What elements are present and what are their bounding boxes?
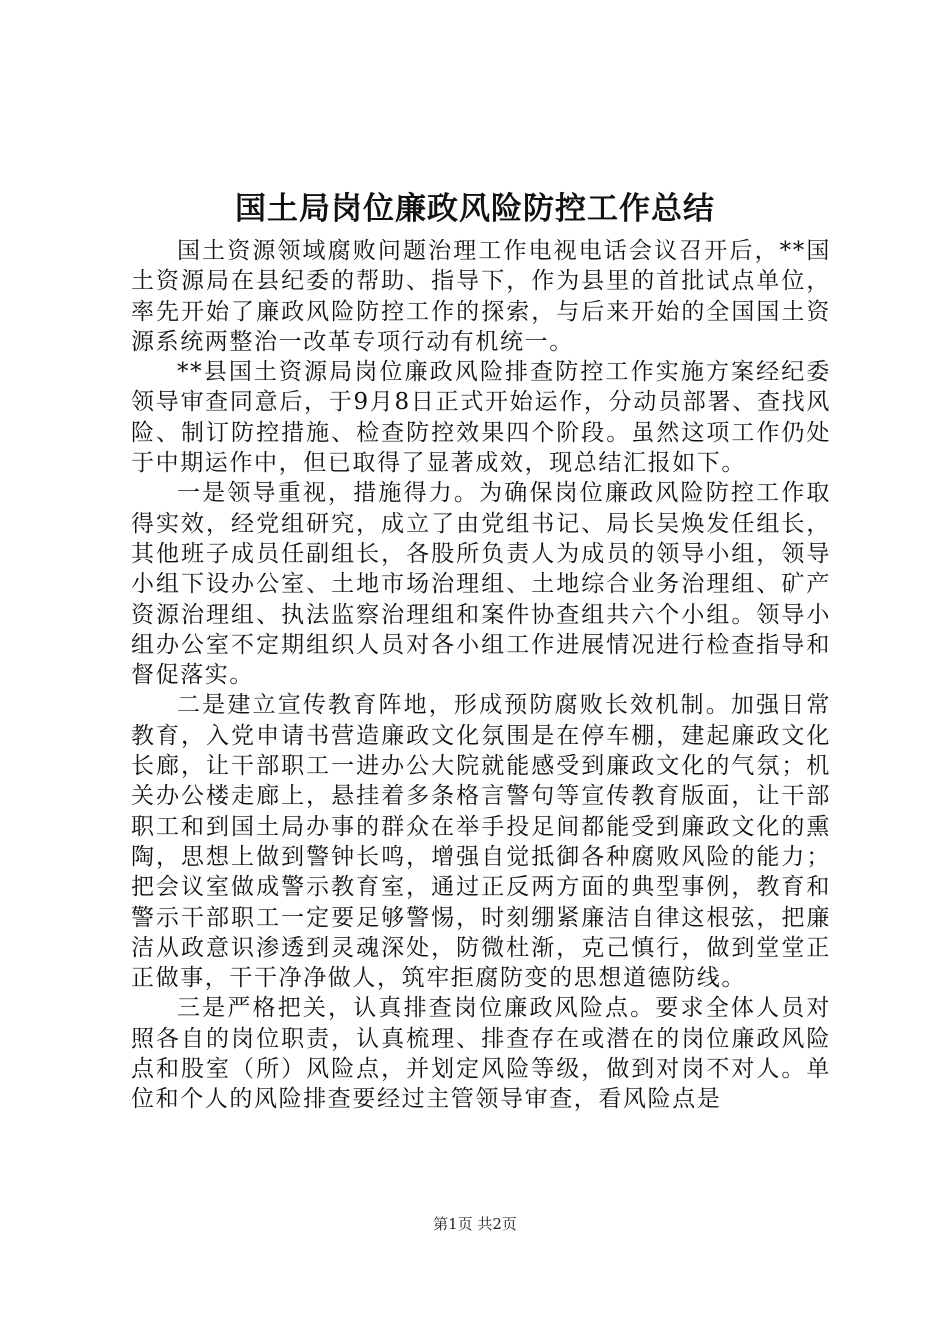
paragraph-leadership: 一是领导重视，措施得力。为确保岗位廉政风险防控工作取得实效，经党组研究，成立了由党组书记、局长吴焕发任组长，其他班子成员任副组长，各股所负责人为成员的领导小组，领导小组下设办公室、土地市场治理组、土地综合业务治理组、矿产资源治理组、执法监察治理组和案件协查组共六个小组。领导小组办公室不定期组织人员对各小组工作进展情况进行检查指导和督促落实。 xyxy=(131,480,831,689)
paragraph-risk-check: 三是严格把关，认真排查岗位廉政风险点。要求全体人员对照各自的岗位职责，认真梳理、排查存在或潜在的岗位廉政风险点和股室（所）风险点，并划定风险等级，做到对岗不对人。单位和个人的风险排查要经过主管领导审查，看风险点是 xyxy=(131,995,831,1113)
document-title: 国土局岗位廉政风险防控工作总结 xyxy=(235,191,715,227)
document-body xyxy=(131,236,831,1115)
paragraph-education: 二是建立宣传教育阵地，形成预防腐败长效机制。加强日常教育，入党申请书营造廉政文化氛围是在停车棚，建起廉政文化长廊，让干部职工一进办公大院就能感受到廉政文化的气氛；机关办公楼走廊上，悬挂着多条格言警句等宣传教育版面，让干部职工和到国土局办事的群众在举手投足间都能受到廉政文化的熏陶，思想上做到警钟长鸣，增强自觉抵御各种腐败风险的能力；把会议室做成警示教育室，通过正反两方面的典型事例，教育和警示干部职工一定要足够警惕，时刻绷紧廉洁自律这根弦，把廉洁从政意识渗透到灵魂深处，防微杜渐，克己慎行，做到堂堂正正做事，干干净净做人，筑牢拒腐防变的思想道德防线。 xyxy=(131,692,831,992)
page-footer: 第1页 共2页 xyxy=(433,1215,517,1233)
paragraph-overview: **县国土资源局岗位廉政风险排查防控工作实施方案经纪委领导审查同意后，于9月8日正式开始运作，分动员部署、查找风险、制订防控措施、检查防控效果四个阶段。虽然这项工作仍处于中期运作中，但已取得了显著成效，现总结汇报如下。 xyxy=(131,359,831,477)
paragraph-intro: 国土资源领域腐败问题治理工作电视电话会议召开后，**国土资源局在县纪委的帮助、指导下，作为县里的首批试点单位，率先开始了廉政风险防控工作的探索，与后来开始的全国国土资源系统两整治一改革专项行动有机统一。 xyxy=(131,238,831,355)
